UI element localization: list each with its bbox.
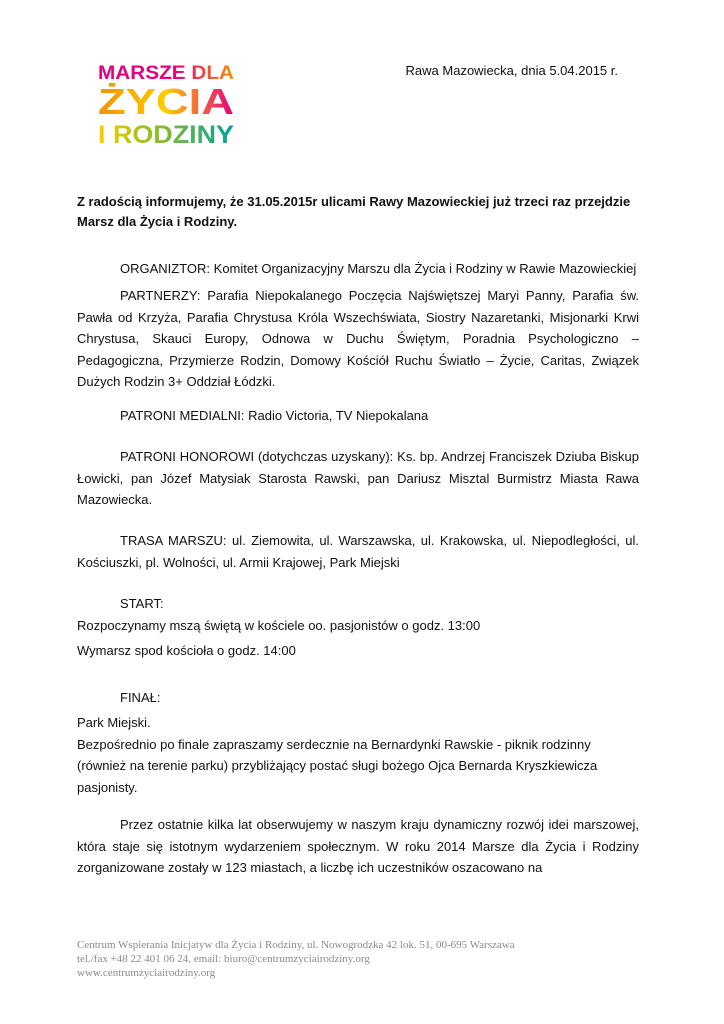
- document-date: Rawa Mazowiecka, dnia 5.04.2015 r.: [405, 63, 618, 78]
- logo-line-3: I RODZINY: [98, 121, 235, 146]
- media-patrons-text: PATRONI MEDIALNI: Radio Victoria, TV Niepokalana: [120, 408, 429, 423]
- footer-address: Centrum Wspierania Inicjatyw dla Życia i Rodziny, ul. Nowogrodzka 42 lok. 51, 00-695 Warszawa: [77, 939, 515, 951]
- start-label: START:: [120, 596, 164, 611]
- closing-paragraph: Przez ostatnie kilka lat obserwujemy w naszym kraju dynamiczny rozwój idei marszowej, która staje się istotnym wydarzeniem społecznym. W roku 2014 Marsze dla Życia i Rodziny zorganizowane zostały w 123 miastach, a liczbę ich uczestników oszacowano na: [77, 817, 639, 875]
- marsze-logo: [96, 60, 236, 146]
- finale-text: [77, 712, 639, 798]
- partners-paragraph: PARTNERZY: Parafia Niepokalanego Poczęcia Najświętszej Maryi Panny, Parafia św. Pawła od Krzyża, Parafia Chrystusa Króla Wszechświata, Siostry Nazaretanki, Misjonarki Krwi Chrystusa, Skauci Europy, Odnowa w Duchu Świętym, Poradnia Psychologiczno – Pedagogiczna, Przymierze Rodzin, Domowy Kościół Ruchu Światło – Życie, Caritas, Związek Dużych Rodzin 3+ Oddział Łódzki.: [77, 288, 639, 389]
- footer-phone-email: tel./fax +48 22 401 06 24, email: biuro@centrumzyciairodziny.org: [77, 953, 370, 965]
- media-patrons-paragraph: [77, 405, 639, 427]
- footer-website[interactable]: www.centrumzyciairodziny.org: [77, 967, 216, 979]
- start-mass-text: Rozpoczynamy mszą świętą w kościele oo. pasjonistów o godz. 13:00: [77, 618, 481, 633]
- start-departure-text: Wymarsz spod kościoła o godz. 14:00: [77, 643, 296, 658]
- logo-graphic: [96, 60, 236, 146]
- honorary-patrons-paragraph: PATRONI HONOROWI (dotychczas uzyskany): Ks. bp. Andrzej Franciszek Dziuba Biskup Łowicki, pan Józef Matysiak Starosta Rawski, pan Dariusz Misztal Burmistrz Miasta Rawa Mazowiecka.: [77, 449, 639, 507]
- organizer-paragraph: [77, 258, 639, 280]
- announcement-heading: Z radością informujemy, że 31.05.2015r ulicami Rawy Mazowieckiej już trzeci raz przejdzie Marsz dla Życia i Rodziny.: [77, 194, 631, 229]
- organizer-text: ORGANIZTOR: Komitet Organizacyjny Marszu dla Życia i Rodziny w Rawie Mazowieckiej: [120, 261, 637, 276]
- footer-contact: [77, 938, 677, 980]
- finale-label: FINAŁ:: [120, 690, 161, 705]
- finale-line-2: Bezpośrednio po finale zapraszamy serdecznie na Bernardynki Rawskie - piknik rodzinny: [77, 736, 591, 752]
- logo-line-1: MARSZE DLA: [98, 63, 235, 84]
- finale-line-4: pasjonisty.: [77, 779, 138, 795]
- finale-line-3: (również na terenie parku) przybliżający postać sługi bożego Ojca Bernarda Kryszkiewicza: [77, 758, 598, 773]
- logo-line-2: ŻYCIA: [98, 81, 235, 122]
- finale-line-1: Park Miejski.: [77, 715, 151, 730]
- route-paragraph: TRASA MARSZU: ul. Ziemowita, ul. Warszawska, ul. Krakowska, ul. Niepodległości, ul. Kościuszki, pl. Wolności, ul. Armii Krajowej, Park Miejski: [77, 533, 639, 570]
